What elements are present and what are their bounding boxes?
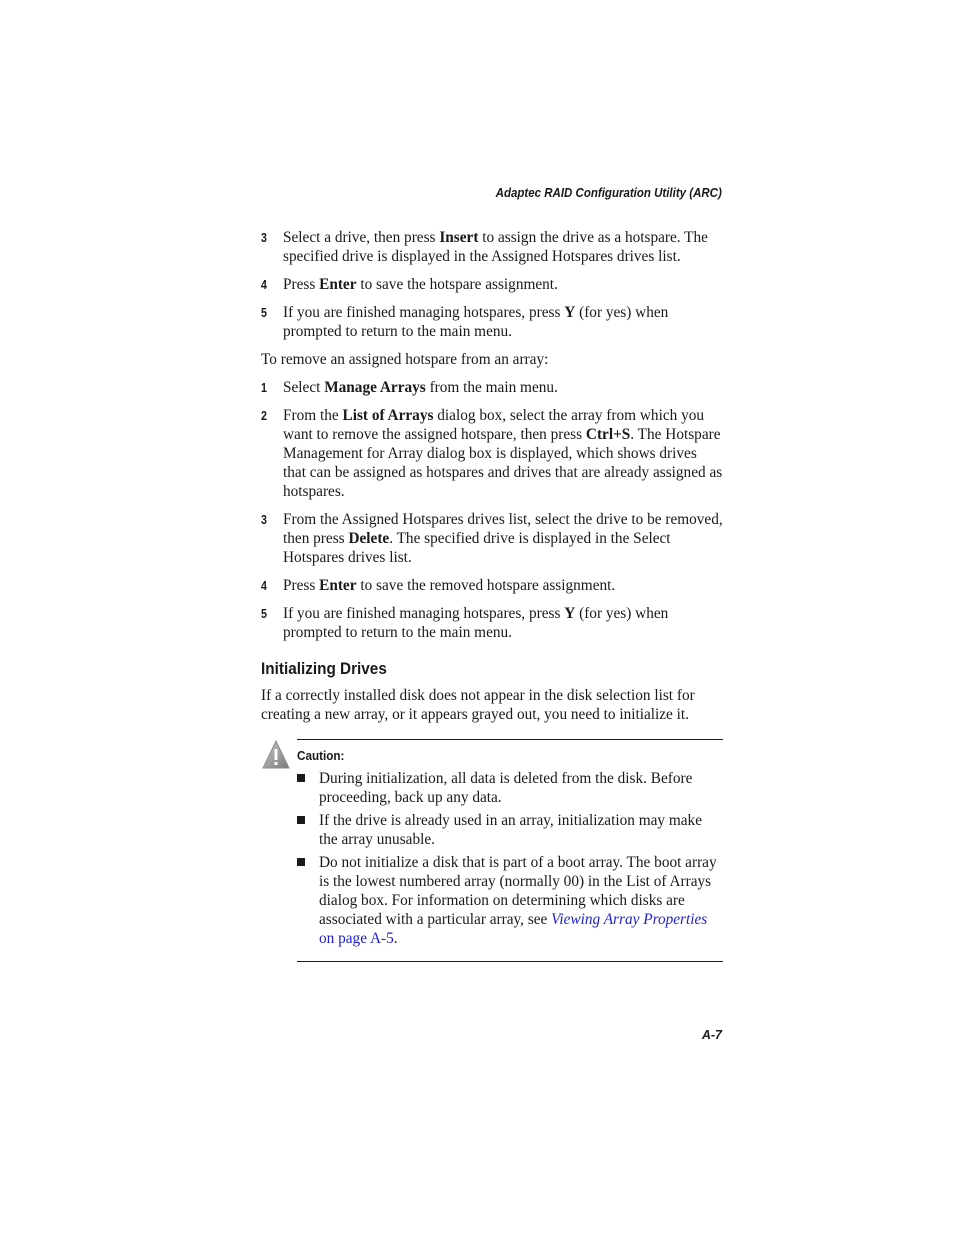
section-body: If a correctly installed disk does not appear in the disk selection list for creating a new array, or it appears grayed out, you need to initialize it. [261,687,695,723]
step-item: 3 Select a drive, then press Insert to assign the drive as a hotspare. The specified drive is displayed in the Assigned Hotspares drives list. [261,229,708,265]
step-number: 1 [261,381,267,395]
key-name: Y [564,605,576,622]
step-item: 5 If you are finished managing hotspares, press Y (for yes) when prompted to return to the main menu. [261,605,669,641]
key-name: Delete [348,530,390,547]
caution-box [261,739,723,962]
step-item: 2 From the List of Arrays dialog box, select the array from which you want to remove the assigned hotspare, then press Ctrl+S. The Hotspare Management for Array dialog box is displayed, which shows drives that can be assigned as hotspares and drives that are already assigned as hotspares. [261,407,723,500]
page-number: A-7 [701,1028,722,1042]
step-number: 2 [261,409,267,423]
key-name: Y [564,304,576,321]
step-number: 5 [261,306,267,320]
running-header: Adaptec RAID Configuration Utility (ARC) [495,186,722,200]
key-name: Insert [439,229,479,246]
step-item: 5 If you are finished managing hotspares, press Y (for yes) when prompted to return to the main menu. [261,304,669,340]
section-title: Initializing Drives [261,659,387,678]
step-number: 3 [261,231,267,245]
step-number: 4 [261,278,267,292]
key-name: Ctrl+S [585,426,631,443]
step-number: 5 [261,607,267,621]
step-number: 4 [261,579,267,593]
intro-paragraph: To remove an assigned hotspare from an array: [261,351,549,368]
cross-reference-link[interactable]: Viewing Array Properties on page A-5 [319,911,708,947]
page-content [261,228,723,962]
caution-label: Caution: [297,748,345,763]
key-name: Enter [319,577,357,594]
caution-content [297,739,723,962]
bullet-square-icon [297,816,305,824]
key-name: Enter [319,276,357,293]
caution-bullet: During initialization, all data is deleted from the disk. Before proceeding, back up any data. [297,769,723,807]
bullet-square-icon [297,858,305,866]
dialog-name: List of Arrays [342,407,434,424]
caution-bullet: Do not initialize a disk that is part of a boot array. The boot array is the lowest numbered array (normally 00) in the List of Arrays dialog box. For information on determining which disks are associated with a particular array, see Viewing Array Properties on page A-5. [297,853,723,948]
step-item: 4 Press Enter to save the removed hotspare assignment. [261,577,616,594]
step-item: 1 Select Manage Arrays from the main menu. [261,379,558,396]
caution-bullet: If the drive is already used in an array, initialization may make the array unusable. [297,811,723,849]
warning-icon [261,739,291,771]
step-number: 3 [261,513,267,527]
step-item: 3 From the Assigned Hotspares drives list, select the drive to be removed, then press Delete. The specified drive is displayed in the Select Hotspares drives list. [261,511,723,566]
bullet-square-icon [297,774,305,782]
menu-name: Manage Arrays [324,379,426,396]
step-item: 4 Press Enter to save the hotspare assignment. [261,276,558,293]
